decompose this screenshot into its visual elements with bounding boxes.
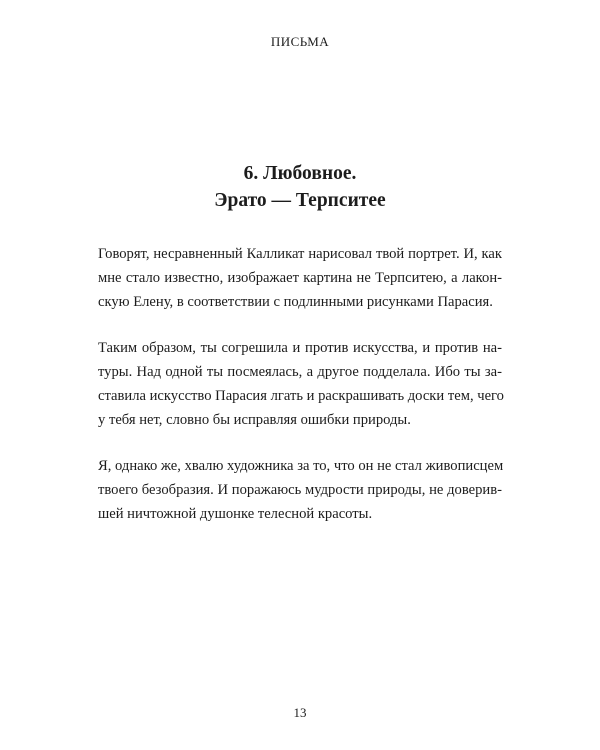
text-line: туры. Над одной ты посмеялась, а другое подделала. Ибо ты за- bbox=[98, 364, 502, 380]
chapter-title-line-1: 6. Любовное. bbox=[243, 163, 357, 184]
text-line: мне стало известно, изображает картина не Терпситею, а лакон- bbox=[98, 270, 502, 286]
text-line: у тебя нет, словно бы исправляя ошибки природы. bbox=[98, 412, 411, 428]
text-line: шей ничтожной душонке телесной красоты. bbox=[98, 506, 373, 522]
paragraph-1 bbox=[98, 242, 502, 314]
running-head: ПИСЬМА bbox=[270, 34, 330, 49]
chapter-title bbox=[0, 160, 600, 214]
text-line: Я, однако же, хвалю художника за то, что он не стал живописцем bbox=[98, 458, 504, 474]
text-line: скую Елену, в соответствии с подлинными рисунками Парасия. bbox=[98, 294, 493, 310]
text-line: Говорят, несравненный Калликат нарисовал твой портрет. И, как bbox=[98, 246, 502, 262]
text-line: Таким образом, ты согрешила и против искусства, и против на- bbox=[98, 340, 502, 356]
paragraph-2 bbox=[98, 336, 502, 432]
body-text bbox=[98, 242, 502, 548]
text-line: ставила искусство Парасия лгать и раскрашивать доски тем, чего bbox=[98, 388, 504, 404]
page-number: 13 bbox=[293, 705, 307, 720]
text-line: твоего безобразия. И поражаюсь мудрости природы, не доверив- bbox=[98, 482, 502, 498]
paragraph-3 bbox=[98, 454, 502, 526]
chapter-title-line-2: Эрато — Терпситее bbox=[214, 190, 386, 211]
